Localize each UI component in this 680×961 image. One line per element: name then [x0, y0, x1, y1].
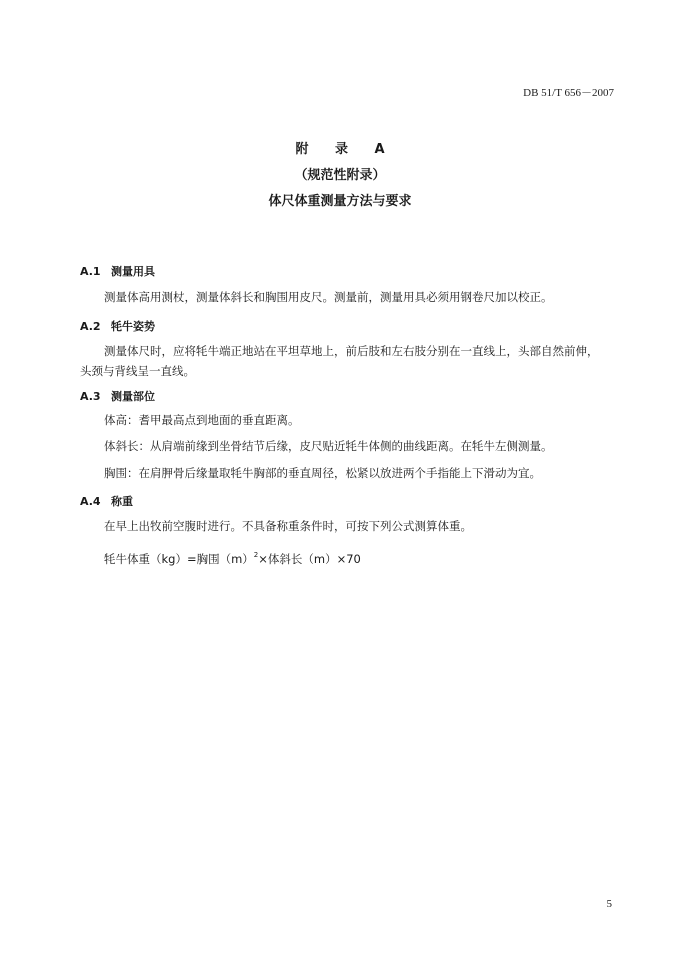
- section-title: 测量部位: [111, 390, 155, 403]
- paragraph: [80, 341, 624, 381]
- formula-right: ×体斜长（m）×70: [258, 552, 361, 566]
- section-number: A.4: [80, 495, 101, 508]
- section-heading-a4: [80, 493, 133, 509]
- paragraph: 胸围：在肩胛骨后缘量取牦牛胸部的垂直周径，松紧以放进两个手指能上下滑动为宜。: [104, 466, 541, 480]
- page-number: 5: [606, 898, 612, 910]
- section-heading-a3: [80, 388, 155, 404]
- weight-formula: [104, 545, 361, 569]
- paragraph: 测量体高用测杖，测量体斜长和胸围用皮尺。测量前，测量用具必须用钢卷尺加以校正。: [104, 290, 553, 304]
- section-number: A.2: [80, 320, 101, 333]
- paragraph-line: 测量体尺时，应将牦牛端正地站在平坦草地上，前后肢和左右肢分别在一直线上，头部自然前伸，: [104, 344, 599, 358]
- appendix-title: 附 录 A: [295, 142, 396, 157]
- section-heading-a2: [80, 318, 155, 334]
- paragraph: 体斜长：从肩端前缘到坐骨结节后缘，皮尺贴近牦牛体侧的曲线距离。在牦牛左侧测量。: [104, 439, 553, 453]
- document-code: DB 51/T 656－2007: [523, 87, 614, 99]
- formula-left: 牦牛体重（kg）=胸围（m）: [104, 552, 254, 566]
- formula-exponent: 2: [253, 551, 259, 559]
- section-title: 测量用具: [111, 265, 155, 278]
- paragraph-line: 头颈与背线呈一直线。: [80, 364, 195, 378]
- section-number: A.3: [80, 390, 101, 403]
- section-title: 称重: [111, 495, 133, 508]
- paragraph: 体高：耆甲最高点到地面的垂直距离。: [104, 413, 300, 427]
- section-title: 牦牛姿势: [111, 320, 155, 333]
- section-heading-a1: [80, 263, 155, 279]
- paragraph: 在早上出牧前空腹时进行。不具备称重条件时，可按下列公式测算体重。: [104, 519, 472, 533]
- section-number: A.1: [80, 265, 101, 278]
- appendix-kind: （规范性附录）: [294, 168, 386, 183]
- appendix-subject: 体尺体重测量方法与要求: [268, 194, 412, 209]
